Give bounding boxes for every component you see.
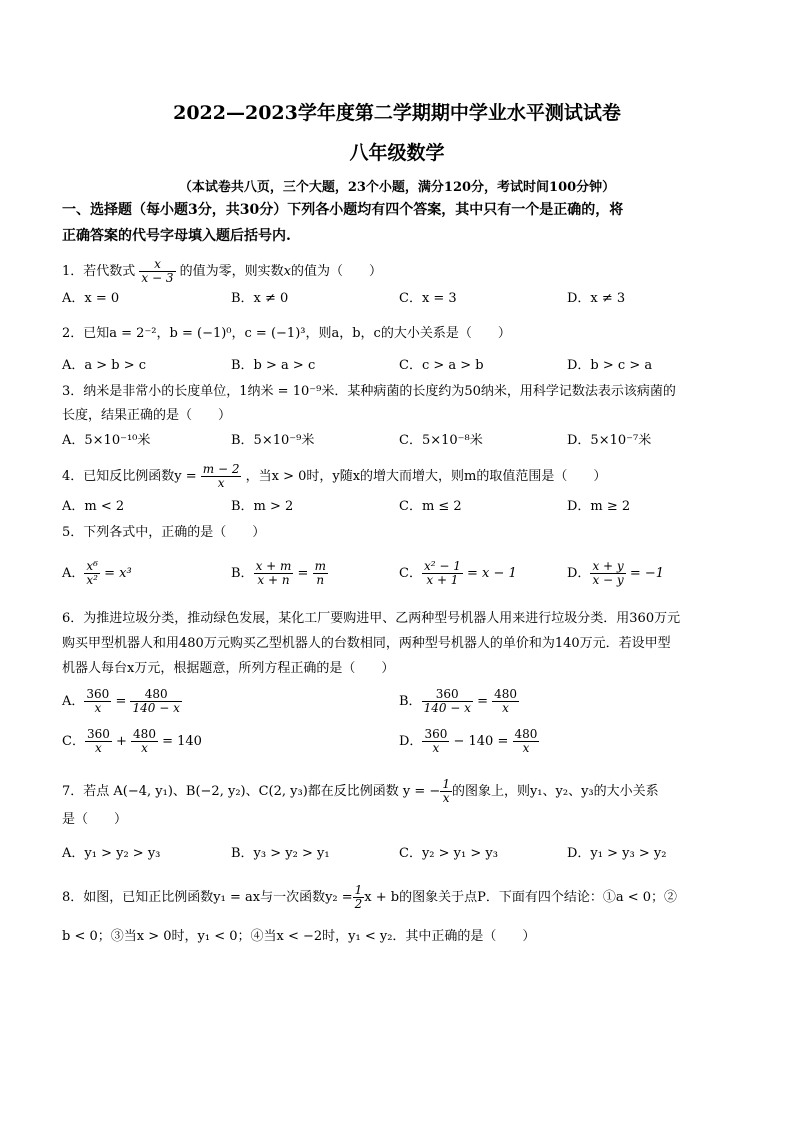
q7-fraction: $\frac{1}{x}$ <box>442 777 450 805</box>
question-7-stem: 7．若点 A(−4, y₁)、B(−2, y₂)、C(2, y₃)都在反比例函数 y = − $\frac{1}{x}$ 的图象上，则y₁、y₂、y₃的大小关系 <box>62 777 659 805</box>
q5-option-c: C． $\frac{\text{x² − 1}}{x + 1}$ = x − 1 <box>399 559 517 587</box>
exam-note: （本试卷共八页，三个大题，23个小题，满分120分，考试时间100分钟） <box>178 180 616 195</box>
q7-option-a: A．y₁ > y₂ > y₃ <box>62 846 161 861</box>
q1-option-d: D．x ≠ 3 <box>567 291 626 306</box>
question-8-line2: b < 0；③当x > 0时，y₁ < 0；④当x < −2时，y₁ < y₂．其中正确的是（ ） <box>62 929 536 944</box>
question-6-line2: 购买甲型机器人和用480万元购买乙型机器人的台数相同，两种型号机器人的单价和为140万元．若设甲型 <box>62 636 671 651</box>
q1-fraction: $\frac{x}{x - 3}$ <box>141 257 174 285</box>
q3-option-c: C．5×10⁻⁸米 <box>399 433 483 448</box>
exam-subtitle: 八年级数学 <box>349 142 445 164</box>
q3-option-d: D．5×10⁻⁷米 <box>567 433 652 448</box>
q2-option-d: D．b > c > a <box>567 358 653 373</box>
question-1-stem: 1．若代数式 $\frac{x}{x - 3}$ 的值为零，则实数x的值为（ ） <box>62 257 383 285</box>
q1-option-a: A．x = 0 <box>62 291 120 306</box>
question-7-line2: 是（ ） <box>62 812 128 827</box>
q4-option-c: C．m ≤ 2 <box>399 499 462 514</box>
q5-option-d: D． $\frac{x + y}{x - y}$ = −1 <box>567 559 665 587</box>
q4-option-b: B．m > 2 <box>231 499 294 514</box>
question-3-line2: 长度，结果正确的是（ ） <box>62 408 232 423</box>
q5-option-a: A． $\frac{\text{x⁶}}{\text{x²}}$ = x³ <box>62 559 132 587</box>
q6-option-d: D． $\frac{360}{x}$ − 140 = $\frac{480}{x}$ <box>399 727 538 755</box>
question-8-stem: 8．如图，已知正比例函数y₁ = ax与一次函数y₂ = $\frac{1}{2}$ x + b的图象关于点P．下面有四个结论：①a < 0；② <box>62 883 678 911</box>
q3-option-b: B．5×10⁻⁹米 <box>231 433 315 448</box>
exam-title: 2022—2023学年度第二学期期中学业水平测试试卷 <box>173 102 621 124</box>
question-3-line1: 3．纳米是非常小的长度单位，1纳米 = 10⁻⁹米．某种病菌的长度约为50纳米，用科学记数法表示该病菌的 <box>62 384 676 399</box>
q7-option-b: B．y₃ > y₂ > y₁ <box>231 846 330 861</box>
q4-option-d: D．m ≥ 2 <box>567 499 631 514</box>
q7-option-c: C．y₂ > y₁ > y₃ <box>399 846 498 861</box>
q2-option-c: C．c > a > b <box>399 358 484 373</box>
q7-option-d: D．y₁ > y₃ > y₂ <box>567 846 667 861</box>
section-heading-line1: 一、选择题（每小题3分，共30分）下列各小题均有四个答案，其中只有一个是正确的，将 <box>62 202 624 218</box>
q6-option-c: C． $\frac{360}{x}$ + $\frac{480}{x}$ = 140 <box>62 727 202 755</box>
q8-fraction: $\frac{1}{2}$ <box>354 883 363 911</box>
q1-option-b: B．x ≠ 0 <box>231 291 289 306</box>
q2-option-b: B．b > a > c <box>231 358 316 373</box>
q1-option-c: C．x = 3 <box>399 291 457 306</box>
q5-option-b: B． $\frac{x + m}{x + n}$ = $\frac{m}{n}$ <box>231 559 326 587</box>
question-5-stem: 5．下列各式中，正确的是（ ） <box>62 525 266 540</box>
q4-fraction: $\frac{m - 2}{x}$ <box>202 462 240 490</box>
q6-option-b: B． $\frac{360}{140 - x}$ = $\frac{480}{x}$ <box>399 687 518 715</box>
question-6-line3: 机器人每台x万元，根据题意，所列方程正确的是（ ） <box>62 661 395 676</box>
q6-option-a: A． $\frac{360}{x}$ = $\frac{480}{140 - x}$ <box>62 687 180 715</box>
q3-option-a: A．5×10⁻¹⁰米 <box>62 433 151 448</box>
q4-option-a: A．m < 2 <box>62 499 125 514</box>
question-2-stem: 2．已知a = 2⁻²，b = (−1)⁰，c = (−1)³，则a，b，c的大小关系是（ ） <box>62 326 511 341</box>
question-6-line1: 6．为推进垃圾分类，推动绿色发展，某化工厂要购进甲、乙两种型号机器人用来进行垃圾分类．用360万元 <box>62 611 681 626</box>
section-heading-line2: 正确答案的代号字母填入题后括号内. <box>62 228 291 244</box>
q2-option-a: A．a > b > c <box>62 358 147 373</box>
question-4-stem: 4．已知反比例函数y = $\frac{m - 2}{x}$ ，当x > 0时，y随x的增大而增大，则m的取值范围是（ ） <box>62 462 607 490</box>
